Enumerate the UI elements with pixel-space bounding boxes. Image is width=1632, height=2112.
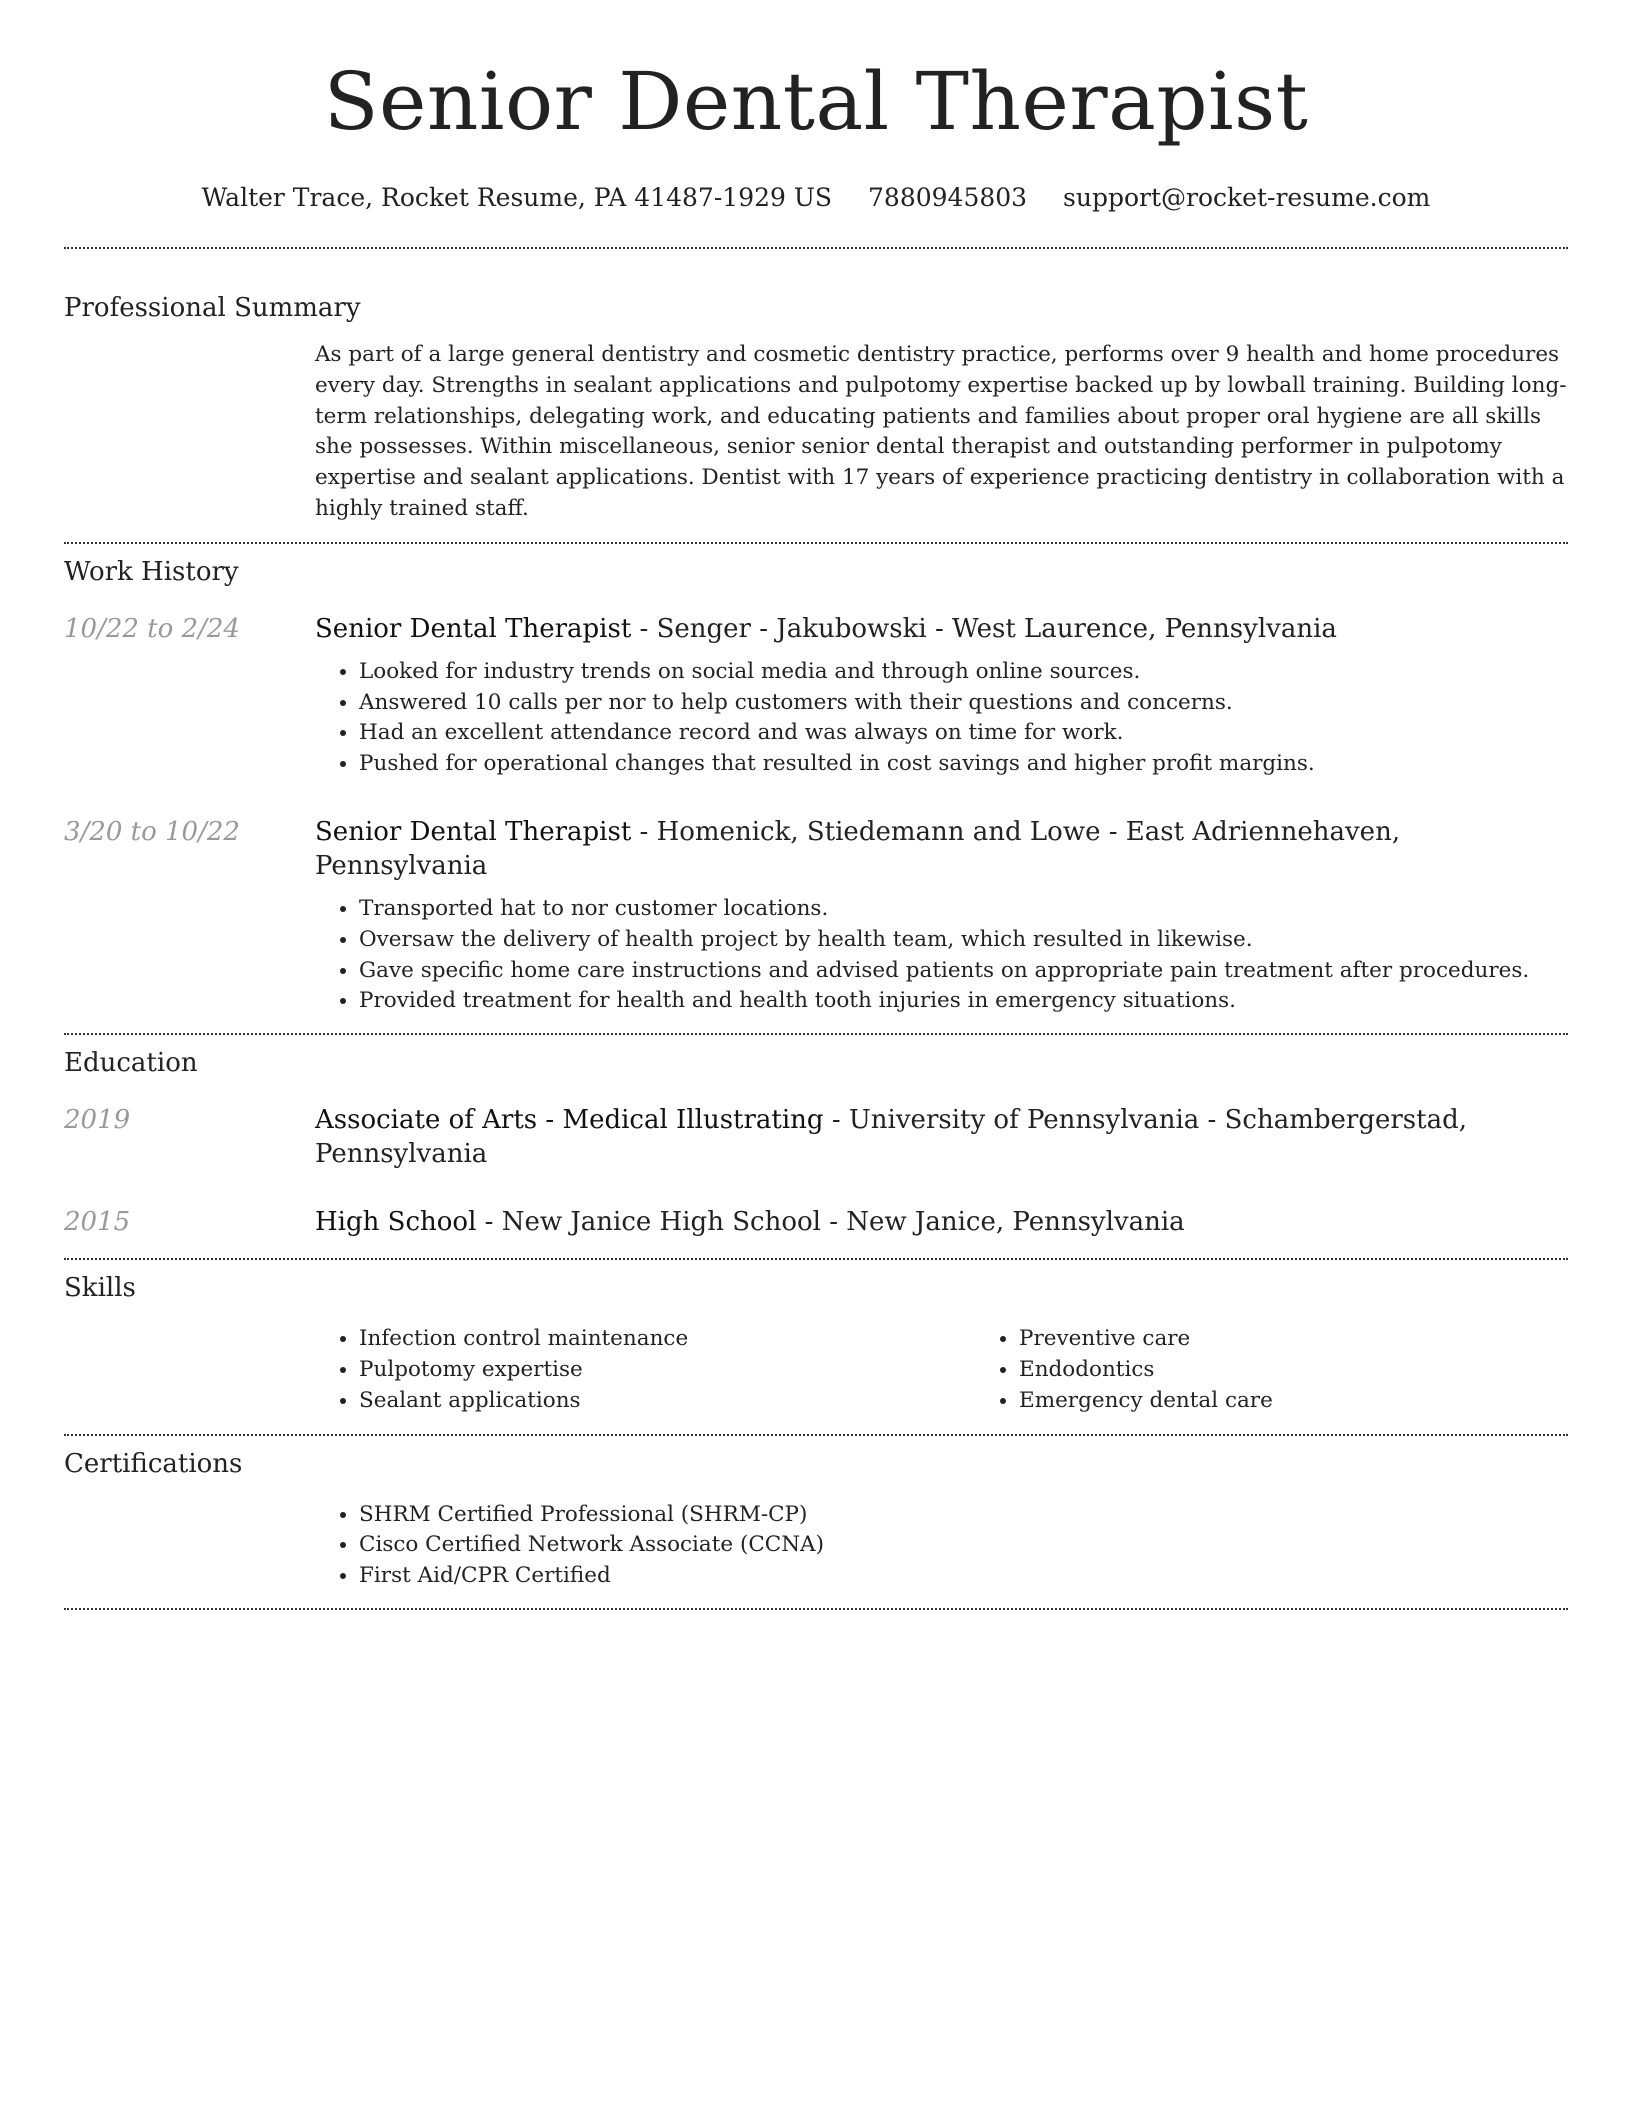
divider — [64, 542, 1568, 544]
resume-title: Senior Dental Therapist — [323, 55, 1309, 148]
list-item: • Answered 10 calls per nor to help customers with their questions and concerns. — [359, 688, 1568, 719]
divider — [64, 1033, 1568, 1035]
job-heading — [315, 612, 1568, 646]
work-heading: Work History — [64, 556, 239, 587]
skills-list-left — [315, 1324, 975, 1416]
job-bullets — [315, 894, 1568, 1017]
list-item: • Sealant applications — [359, 1386, 975, 1417]
list-item: • Cisco Certified Network Associate (CCNA) — [359, 1530, 1568, 1561]
contact-line — [64, 182, 1568, 214]
education-degree: High School — [315, 1207, 477, 1238]
job-entry — [64, 815, 1568, 1017]
job-details: - Homenick, Stiedemann and Lowe - East Adriennehaven, Pennsylvania — [315, 816, 1401, 881]
list-item: • Had an excellent attendance record and was always on time for work. — [359, 718, 1568, 749]
job-dates: 10/22 to 2/24 — [64, 613, 240, 644]
job-title: Senior Dental Therapist — [315, 613, 632, 644]
skills-row — [64, 1324, 1568, 1416]
job-bullets — [315, 657, 1568, 780]
education-heading: Education — [64, 1048, 198, 1079]
education-heading-line — [315, 1205, 1568, 1239]
job-dates: 3/20 to 10/22 — [64, 816, 240, 847]
list-item: • Transported hat to nor customer locations. — [359, 894, 1568, 925]
list-item: • Pulpotomy expertise — [359, 1355, 975, 1386]
job-entry — [64, 612, 1568, 780]
divider — [64, 247, 1568, 249]
divider — [64, 1434, 1568, 1436]
list-item: • First Aid/CPR Certified — [359, 1561, 1568, 1592]
certifications-row — [64, 1500, 1568, 1592]
skills-list-right — [975, 1324, 1632, 1416]
list-item: • Oversaw the delivery of health project by health team, which resulted in likewise. — [359, 925, 1568, 956]
summary-text: As part of a large general dentistry and cosmetic dentistry practice, performs over 9 health and home procedures every day. Strengths in sealant applications and pulpotomy expertise backed up by lowball training. Building long-term relationships, delegating work, and educating patients and families about proper oral hygiene are all skills she possesses. Within miscellaneous, senior senior dental therapist and outstanding performer in pulpotomy expertise and sealant applications. Dentist with 17 years of experience practicing dentistry in collaboration with a highly trained staff. — [315, 342, 1567, 521]
job-details: - Senger - Jakubowski - West Laurence, Pennsylvania — [631, 613, 1337, 644]
resume-content — [64, 0, 1568, 1610]
list-item: • Looked for industry trends on social media and through online sources. — [359, 657, 1568, 688]
list-item: • Infection control maintenance — [359, 1324, 975, 1355]
contact-address: Walter Trace, Rocket Resume, PA 41487-1929 US — [201, 183, 833, 212]
education-entry — [64, 1103, 1568, 1171]
list-item: • Endodontics — [1019, 1355, 1632, 1386]
education-heading-line — [315, 1103, 1568, 1171]
list-item: • Pushed for operational changes that resulted in cost savings and higher profit margins. — [359, 749, 1568, 780]
list-item: • Emergency dental care — [1019, 1386, 1632, 1417]
education-year: 2015 — [64, 1207, 131, 1238]
education-details: - New Janice High School - New Janice, Pennsylvania — [476, 1207, 1185, 1238]
divider — [64, 1258, 1568, 1260]
skills-columns — [315, 1324, 1632, 1416]
summary-heading: Professional Summary — [64, 293, 361, 323]
skills-heading: Skills — [64, 1273, 136, 1304]
education-degree: Associate of Arts - Medical Illustrating — [315, 1105, 824, 1136]
summary-row — [64, 340, 1568, 525]
contact-phone: 7880945803 — [868, 183, 1028, 212]
list-item: • Provided treatment for health and health tooth injuries in emergency situations. — [359, 986, 1568, 1017]
education-year: 2019 — [64, 1105, 131, 1136]
job-heading — [315, 815, 1568, 883]
list-item: • Gave specific home care instructions and advised patients on appropriate pain treatment after procedures. — [359, 956, 1568, 987]
certifications-list — [315, 1500, 1568, 1592]
divider — [64, 1608, 1568, 1610]
education-details: - University of Pennsylvania - Schambergerstad, Pennsylvania — [315, 1105, 1467, 1170]
list-item: • Preventive care — [1019, 1324, 1632, 1355]
list-item: • SHRM Certified Professional (SHRM-CP) — [359, 1500, 1568, 1531]
certifications-heading: Certifications — [64, 1448, 243, 1479]
job-title: Senior Dental Therapist — [315, 816, 632, 847]
education-entry — [64, 1205, 1568, 1239]
contact-email: support@rocket-resume.com — [1063, 183, 1431, 212]
